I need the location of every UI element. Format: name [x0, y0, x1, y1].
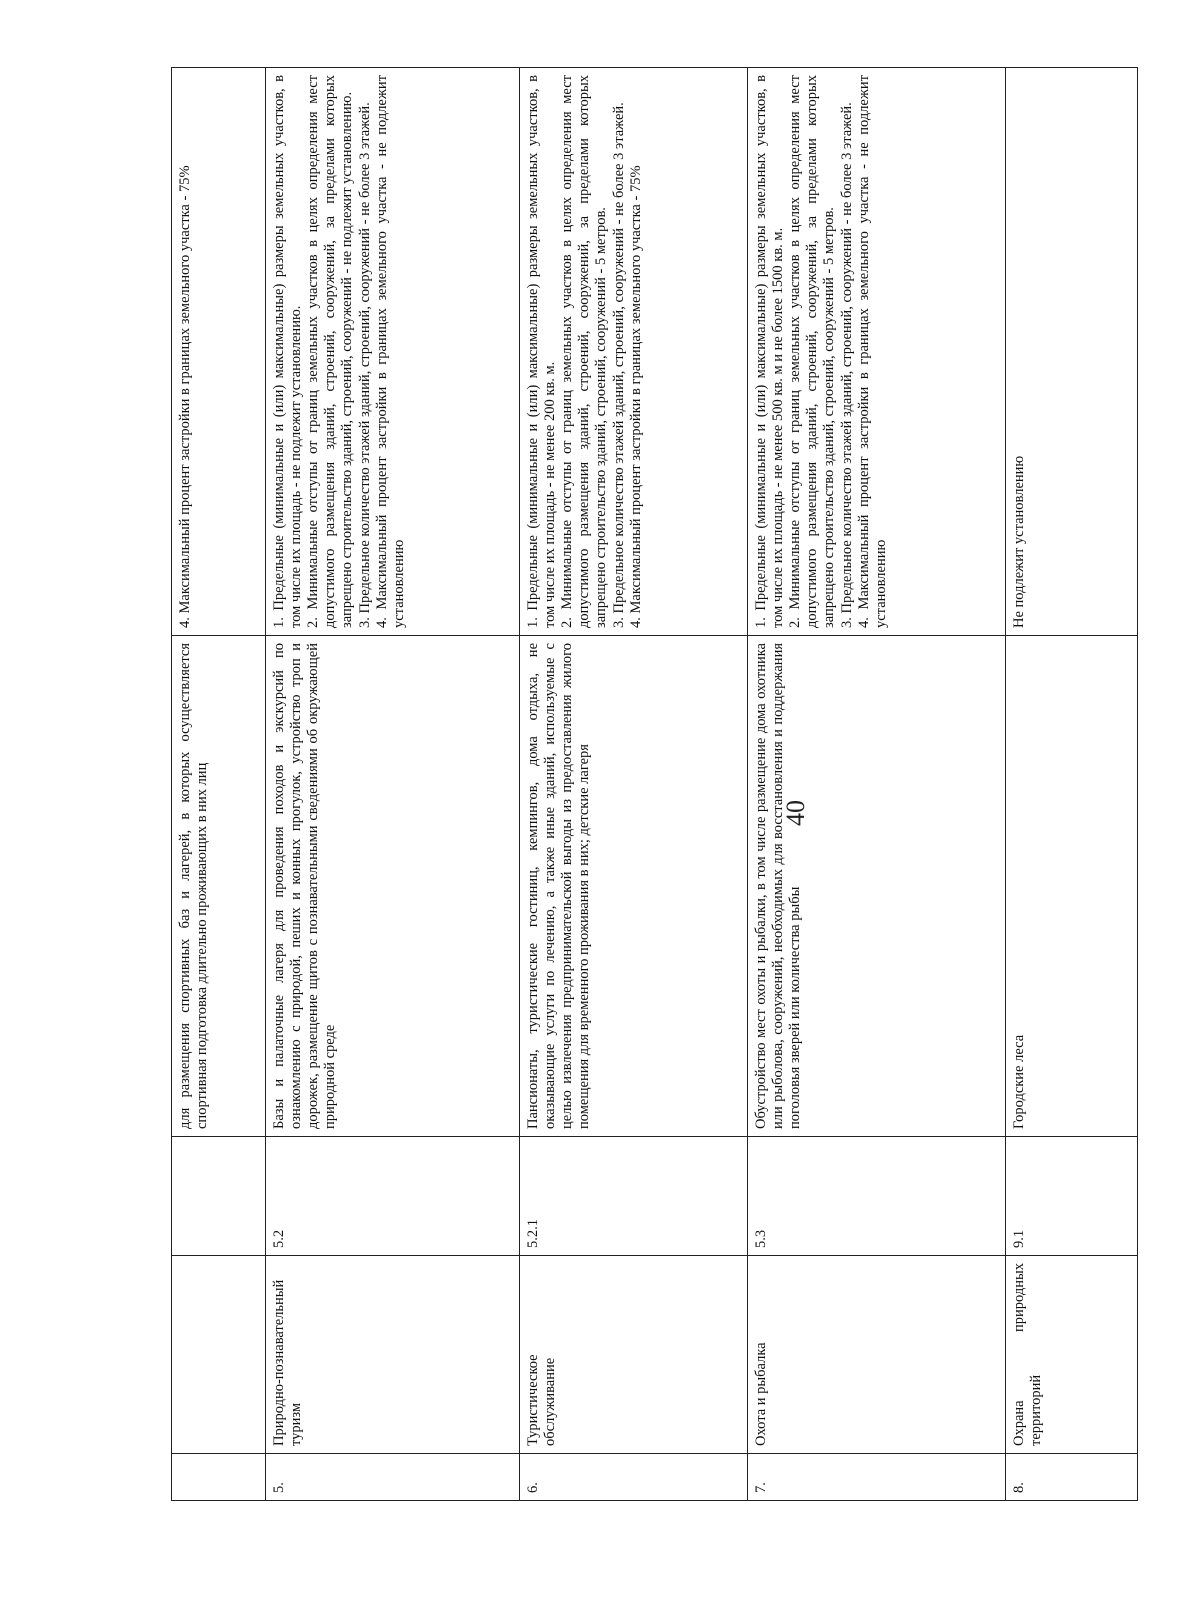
- use-type-name: [172, 1256, 266, 1454]
- row-number: 6.: [520, 1454, 748, 1501]
- use-type-name: Охрана природных территорий: [1006, 1256, 1138, 1454]
- condition-item: 2. Минимальные отступы от границ земельных участков в целях определения мест допустимого размещения зданий, строений, сооружений, за пределами которых запрещено строительство зданий, строений, сооружений - 5 метров.: [559, 75, 610, 628]
- use-type-description: для размещения спортивных баз и лагерей, в которых осуществляется спортивная подготовка длительно проживающих в них лиц: [172, 636, 266, 1137]
- condition-item: 4. Максимальный процент застройки в границах земельного участка - не подлежит установлению: [855, 75, 889, 628]
- condition-item: 2. Минимальные отступы от границ земельных участков в целях определения мест допустимого размещения зданий, строений, сооружений, за пределами которых запрещено строительство зданий, строений, сооружений - не подлежит установлению.: [305, 75, 356, 628]
- condition-item: 3. Предельное количество этажей зданий, строений, сооружений - не более 3 этажей.: [356, 102, 373, 628]
- table-row: [748, 68, 1006, 1501]
- use-type-name: Природно-познавательный туризм: [266, 1256, 520, 1454]
- row-number: [172, 1454, 266, 1501]
- use-type-description: Городские леса: [1006, 636, 1138, 1137]
- condition-item: Не подлежит установлению: [1011, 455, 1027, 628]
- condition-item: 4. Максимальный процент застройки в границах земельного участка - 75%: [177, 165, 193, 628]
- condition-item: 3. Предельное количество этажей зданий, строений, сооружений - не более 3 этажей.: [838, 102, 855, 628]
- use-type-description: Пансионаты, туристические гостиниц, кемпингов, дома отдыха, не оказывающие услуги по лечению, а также иные зданий, используемые с целью извлечения предпринимательской выгоды из предоставления жилого помещения для временного проживания в них; детские лагеря: [520, 636, 748, 1137]
- condition-item: 4. Максимальный процент застройки в границах земельного участка - 75%: [627, 165, 644, 628]
- condition-item: 1. Предельные (минимальные и (или) максимальные) размеры земельных участков, в том числе их площадь - не менее 200 кв. м.: [525, 75, 559, 628]
- use-type-description: Обустройство мест охоты и рыбалки, в том числе размещение дома охотника или рыболова, сооружений, необходимых для восстановления и поддержания поголовья зверей или количества рыбы: [748, 636, 1006, 1137]
- row-number: 7.: [748, 1454, 1006, 1501]
- page-number: 40: [781, 800, 810, 826]
- use-type-name: Охота и рыбалка: [748, 1256, 1006, 1454]
- use-type-code: 9.1: [1006, 1137, 1138, 1256]
- condition-item: 1. Предельные (минимальные и (или) максимальные) размеры земельных участков, в том числе их площадь - не менее 500 кв. м и не более 1500 кв. м.: [753, 75, 787, 628]
- use-type-code: [172, 1137, 266, 1256]
- conditions-cell: [748, 68, 1006, 636]
- zoning-table: [171, 67, 1138, 1501]
- condition-item: 3. Предельное количество этажей зданий, строений, сооружений - не более 3 этажей.: [610, 102, 627, 628]
- use-type-description: Базы и палаточные лагеря для проведения походов и экскурсий по ознакомлению с природой, пеших и конных прогулок, устройство троп и дорожек, размещение щитов с познавательными сведениями об окружающей природной среде: [266, 636, 520, 1137]
- conditions-cell: [1006, 68, 1138, 636]
- condition-item: 4. Максимальный процент застройки в границах земельного участка - не подлежит установлению: [373, 75, 407, 628]
- table-row: [520, 68, 748, 1501]
- condition-item: 1. Предельные (минимальные и (или) максимальные) размеры земельных участков, в том числе их площадь - не подлежит установлению.: [271, 75, 305, 628]
- conditions-cell: [172, 68, 266, 636]
- condition-item: 2. Минимальные отступы от границ земельных участков в целях определения мест допустимого размещения зданий, строений, сооружений, за пределами которых запрещено строительство зданий, строений, сооружений - 5 метров.: [787, 75, 838, 628]
- use-type-name: Туристическое обслуживание: [520, 1256, 748, 1454]
- table-row: [1006, 68, 1138, 1501]
- use-type-code: 5.2: [266, 1137, 520, 1256]
- conditions-cell: [266, 68, 520, 636]
- table-row: [172, 68, 266, 1501]
- row-number: 8.: [1006, 1454, 1138, 1501]
- use-type-code: 5.3: [748, 1137, 1006, 1256]
- table-row: [266, 68, 520, 1501]
- row-number: 5.: [266, 1454, 520, 1501]
- rotated-table-container: [171, 68, 1137, 1501]
- conditions-cell: [520, 68, 748, 636]
- use-type-code: 5.2.1: [520, 1137, 748, 1256]
